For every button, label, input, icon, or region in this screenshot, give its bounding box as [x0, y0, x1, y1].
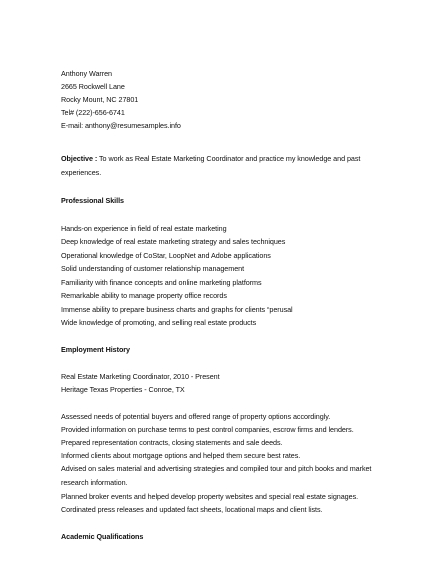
employment-position: Real Estate Marketing Coordinator, 2010 - Present — [61, 372, 220, 381]
duty-item: Advised on sales material and advertising strategies and compiled tour and pitch books and market research information. — [61, 464, 372, 487]
skills-heading: Professional Skills — [61, 196, 124, 205]
employment-company: Heritage Texas Properties - Conroe, TX — [61, 385, 185, 394]
contact-email: E-mail: anthony@resumesamples.info — [61, 121, 181, 130]
duty-item: Cordinated press releases and updated fact sheets, locational maps and client lists. — [61, 505, 323, 514]
skill-item: Solid understanding of customer relationship management — [61, 264, 245, 273]
objective-text: To work as Real Estate Marketing Coordinator and practice my knowledge and past experiences. — [61, 154, 361, 177]
contact-street: 2665 Rockwell Lane — [61, 82, 125, 91]
skill-item: Hands-on experience in field of real estate marketing — [61, 224, 227, 233]
duty-item: Informed clients about mortgage options and helped them secure best rates. — [61, 451, 301, 460]
duty-item: Prepared representation contracts, closing statements and sale deeds. — [61, 438, 283, 447]
objective — [61, 152, 391, 179]
duty-item: Assessed needs of potential buyers and offered range of property options accordingly. — [61, 412, 331, 421]
duty-item: Provided information on purchase terms to pest control companies, escrow firms and lenders. — [61, 425, 354, 434]
skill-item: Familiarity with finance concepts and online marketing platforms — [61, 278, 262, 287]
contact-phone: Tel# (222)-656-6741 — [61, 108, 125, 117]
employment-heading: Employment History — [61, 345, 130, 354]
duty-item: Planned broker events and helped develop property websites and special real estate signages. — [61, 492, 359, 501]
objective-label: Objective : — [61, 154, 98, 163]
contact-city: Rocky Mount, NC 27801 — [61, 95, 139, 104]
skill-item: Operational knowledge of CoStar, LoopNet and Adobe applications — [61, 251, 271, 260]
skill-item: Deep knowledge of real estate marketing strategy and sales techniques — [61, 237, 286, 246]
skill-item: Remarkable ability to manage property office records — [61, 291, 227, 300]
skill-item: Wide knowledge of promoting, and selling real estate products — [61, 318, 257, 327]
skill-item: Immense ability to prepare business charts and graphs for clients “perusal — [61, 305, 293, 314]
academic-heading: Academic Qualifications — [61, 532, 144, 541]
contact-name: Anthony Warren — [61, 69, 112, 78]
